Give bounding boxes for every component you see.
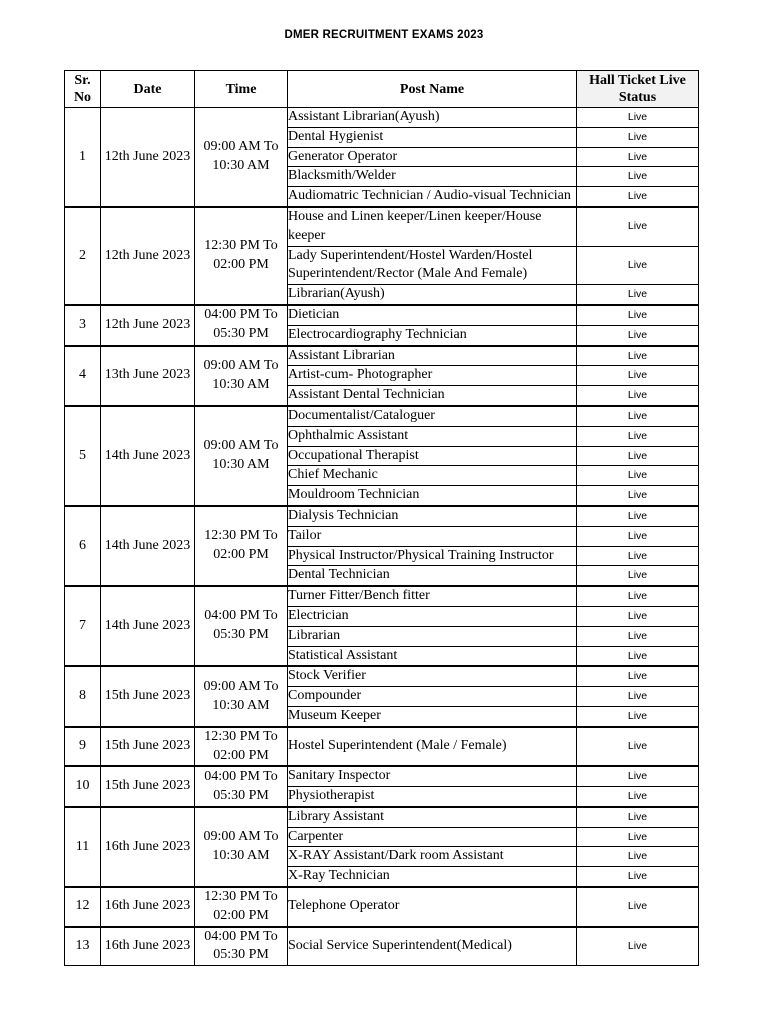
post-name-cell: Physical Instructor/Physical Training Instructor <box>288 546 577 566</box>
hall-ticket-status-cell: Live <box>577 566 699 586</box>
hall-ticket-status-cell: Live <box>577 606 699 626</box>
header-date: Date <box>101 71 195 108</box>
table-row <box>65 666 699 686</box>
hall-ticket-status-cell: Live <box>577 646 699 666</box>
time-cell: 04:00 PM To 05:30 PM <box>195 927 288 966</box>
sr-no-cell: 8 <box>65 666 101 726</box>
table-row <box>65 586 699 606</box>
date-cell: 15th June 2023 <box>101 666 195 726</box>
post-name-cell: Artist-cum- Photographer <box>288 366 577 386</box>
date-cell: 13th June 2023 <box>101 346 195 406</box>
sr-no-cell: 9 <box>65 727 101 767</box>
date-cell: 12th June 2023 <box>101 108 195 207</box>
hall-ticket-status-cell: Live <box>577 807 699 827</box>
sr-no-cell: 5 <box>65 406 101 506</box>
time-cell: 04:00 PM To 05:30 PM <box>195 305 288 346</box>
table-row <box>65 887 699 927</box>
hall-ticket-status-cell: Live <box>577 727 699 767</box>
date-cell: 14th June 2023 <box>101 506 195 586</box>
date-cell: 15th June 2023 <box>101 727 195 767</box>
post-name-cell: Generator Operator <box>288 147 577 167</box>
header-time: Time <box>195 71 288 108</box>
page-title: DMER RECRUITMENT EXAMS 2023 <box>284 29 484 41</box>
hall-ticket-status-cell: Live <box>577 127 699 147</box>
sr-no-cell: 6 <box>65 506 101 586</box>
post-name-cell: Compounder <box>288 687 577 707</box>
hall-ticket-status-cell: Live <box>577 666 699 686</box>
post-name-cell: Statistical Assistant <box>288 646 577 666</box>
hall-ticket-status-cell: Live <box>577 325 699 345</box>
table-row <box>65 727 699 767</box>
post-name-cell: Audiomatric Technician / Audio-visual Technician <box>288 187 577 207</box>
post-name-cell: Assistant Dental Technician <box>288 386 577 406</box>
hall-ticket-status-cell: Live <box>577 466 699 486</box>
time-cell: 09:00 AM To 10:30 AM <box>195 807 288 887</box>
hall-ticket-status-cell: Live <box>577 626 699 646</box>
table-header <box>65 71 699 108</box>
date-cell: 12th June 2023 <box>101 207 195 305</box>
sr-no-cell: 7 <box>65 586 101 666</box>
post-name-cell: Occupational Therapist <box>288 446 577 466</box>
post-name-cell: Librarian(Ayush) <box>288 285 577 305</box>
header-sr-no: Sr. No <box>65 71 101 108</box>
post-name-cell: Hostel Superintendent (Male / Female) <box>288 727 577 767</box>
table-row <box>65 766 699 786</box>
header-row <box>65 71 699 108</box>
exam-schedule-table <box>64 70 699 966</box>
post-name-cell: Blacksmith/Welder <box>288 167 577 187</box>
hall-ticket-status-cell: Live <box>577 406 699 426</box>
time-cell: 12:30 PM To 02:00 PM <box>195 506 288 586</box>
hall-ticket-status-cell: Live <box>577 108 699 128</box>
hall-ticket-status-cell: Live <box>577 366 699 386</box>
post-name-cell: Tailor <box>288 526 577 546</box>
time-cell: 09:00 AM To 10:30 AM <box>195 666 288 726</box>
table-row <box>65 506 699 526</box>
hall-ticket-status-cell: Live <box>577 207 699 246</box>
time-cell: 12:30 PM To 02:00 PM <box>195 887 288 927</box>
sr-no-cell: 1 <box>65 108 101 207</box>
post-name-cell: Sanitary Inspector <box>288 766 577 786</box>
table-row <box>65 207 699 246</box>
date-cell: 16th June 2023 <box>101 927 195 966</box>
table-row <box>65 406 699 426</box>
hall-ticket-status-cell: Live <box>577 847 699 867</box>
post-name-cell: Social Service Superintendent(Medical) <box>288 927 577 966</box>
time-cell: 12:30 PM To 02:00 PM <box>195 727 288 767</box>
hall-ticket-status-cell: Live <box>577 586 699 606</box>
time-cell: 09:00 AM To 10:30 AM <box>195 108 288 207</box>
post-name-cell: Mouldroom Technician <box>288 486 577 506</box>
hall-ticket-status-cell: Live <box>577 506 699 526</box>
post-name-cell: Chief Mechanic <box>288 466 577 486</box>
sr-no-cell: 13 <box>65 927 101 966</box>
hall-ticket-status-cell: Live <box>577 305 699 325</box>
date-cell: 16th June 2023 <box>101 887 195 927</box>
sr-no-cell: 3 <box>65 305 101 346</box>
sr-no-cell: 10 <box>65 766 101 807</box>
post-name-cell: Stock Verifier <box>288 666 577 686</box>
post-name-cell: Documentalist/Cataloguer <box>288 406 577 426</box>
sr-no-cell: 12 <box>65 887 101 927</box>
hall-ticket-status-cell: Live <box>577 827 699 847</box>
table-row <box>65 927 699 966</box>
hall-ticket-status-cell: Live <box>577 927 699 966</box>
post-name-cell: Ophthalmic Assistant <box>288 426 577 446</box>
table-body <box>65 108 699 966</box>
hall-ticket-status-cell: Live <box>577 446 699 466</box>
post-name-cell: Librarian <box>288 626 577 646</box>
hall-ticket-status-cell: Live <box>577 246 699 285</box>
date-cell: 15th June 2023 <box>101 766 195 807</box>
post-name-cell: X-Ray Technician <box>288 867 577 887</box>
hall-ticket-status-cell: Live <box>577 486 699 506</box>
date-cell: 14th June 2023 <box>101 586 195 666</box>
time-cell: 12:30 PM To 02:00 PM <box>195 207 288 305</box>
post-name-cell: Turner Fitter/Bench fitter <box>288 586 577 606</box>
post-name-cell: Dietician <box>288 305 577 325</box>
hall-ticket-status-cell: Live <box>577 687 699 707</box>
hall-ticket-status-cell: Live <box>577 546 699 566</box>
hall-ticket-status-cell: Live <box>577 386 699 406</box>
header-post-name: Post Name <box>288 71 577 108</box>
table-row <box>65 108 699 128</box>
sr-no-cell: 11 <box>65 807 101 887</box>
hall-ticket-status-cell: Live <box>577 526 699 546</box>
hall-ticket-status-cell: Live <box>577 787 699 807</box>
post-name-cell: Assistant Librarian(Ayush) <box>288 108 577 128</box>
header-hall-ticket-status: Hall Ticket Live Status <box>577 71 699 108</box>
hall-ticket-status-cell: Live <box>577 167 699 187</box>
date-cell: 14th June 2023 <box>101 406 195 506</box>
hall-ticket-status-cell: Live <box>577 346 699 366</box>
post-name-cell: Museum Keeper <box>288 706 577 726</box>
hall-ticket-status-cell: Live <box>577 147 699 167</box>
hall-ticket-status-cell: Live <box>577 766 699 786</box>
post-name-cell: Dental Hygienist <box>288 127 577 147</box>
table-row <box>65 807 699 827</box>
hall-ticket-status-cell: Live <box>577 867 699 887</box>
post-name-cell: Physiotherapist <box>288 787 577 807</box>
sr-no-cell: 2 <box>65 207 101 305</box>
post-name-cell: Lady Superintendent/Hostel Warden/Hostel Superintendent/Rector (Male And Female) <box>288 246 577 285</box>
time-cell: 09:00 AM To 10:30 AM <box>195 346 288 406</box>
hall-ticket-status-cell: Live <box>577 887 699 927</box>
hall-ticket-status-cell: Live <box>577 285 699 305</box>
post-name-cell: Library Assistant <box>288 807 577 827</box>
post-name-cell: Telephone Operator <box>288 887 577 927</box>
time-cell: 04:00 PM To 05:30 PM <box>195 586 288 666</box>
hall-ticket-status-cell: Live <box>577 426 699 446</box>
sr-no-cell: 4 <box>65 346 101 406</box>
time-cell: 09:00 AM To 10:30 AM <box>195 406 288 506</box>
post-name-cell: Electrician <box>288 606 577 626</box>
post-name-cell: Dialysis Technician <box>288 506 577 526</box>
hall-ticket-status-cell: Live <box>577 706 699 726</box>
date-cell: 16th June 2023 <box>101 807 195 887</box>
post-name-cell: Electrocardiography Technician <box>288 325 577 345</box>
hall-ticket-status-cell: Live <box>577 187 699 207</box>
table-row <box>65 305 699 325</box>
post-name-cell: X-RAY Assistant/Dark room Assistant <box>288 847 577 867</box>
post-name-cell: Assistant Librarian <box>288 346 577 366</box>
table-row <box>65 346 699 366</box>
time-cell: 04:00 PM To 05:30 PM <box>195 766 288 807</box>
date-cell: 12th June 2023 <box>101 305 195 346</box>
post-name-cell: Dental Technician <box>288 566 577 586</box>
post-name-cell: Carpenter <box>288 827 577 847</box>
post-name-cell: House and Linen keeper/Linen keeper/House keeper <box>288 207 577 246</box>
